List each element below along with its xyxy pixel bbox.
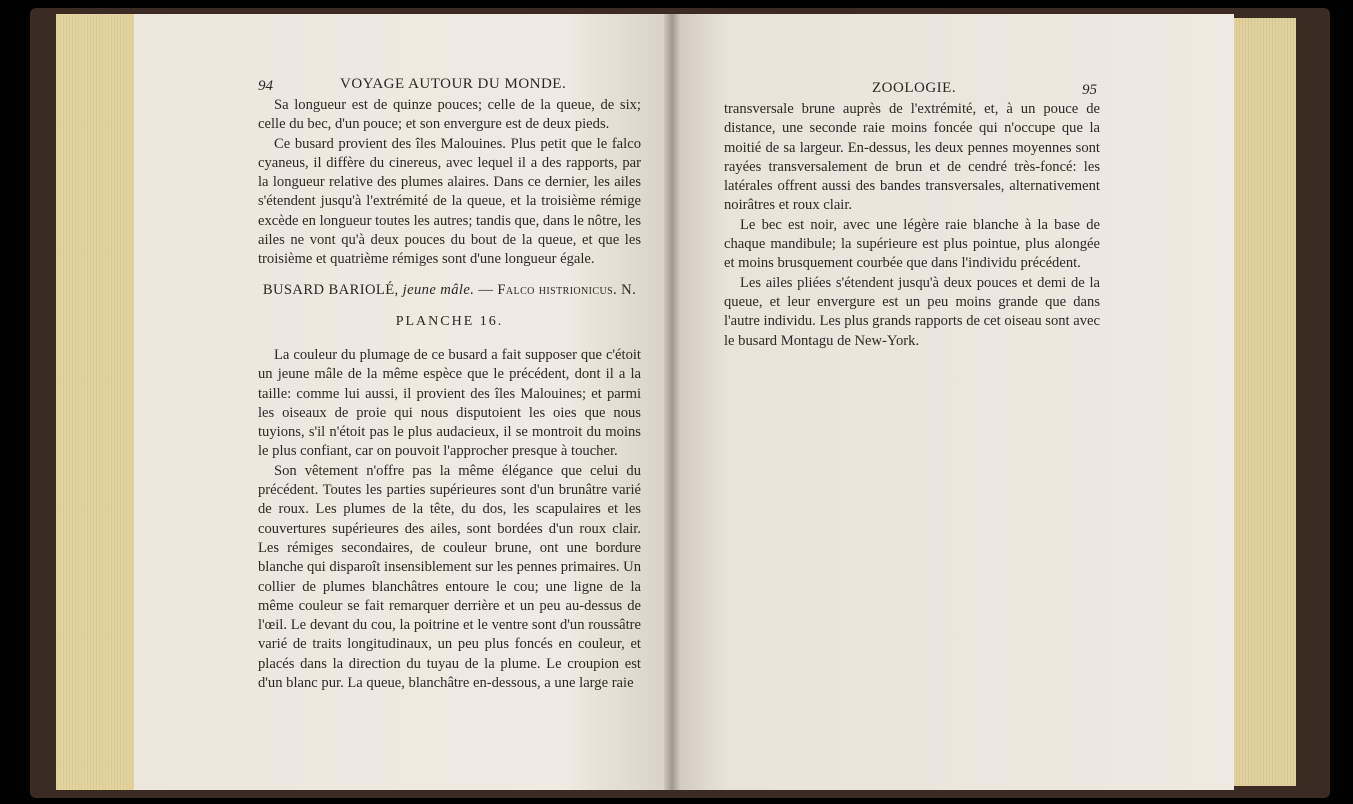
heading-name: BUSARD BARIOLÉ, bbox=[262, 282, 399, 298]
heading-qualifier: jeune mâle. bbox=[402, 282, 475, 298]
paragraph: Le bec est noir, avec une légère raie blanche à la base de chaque mandibule; la supérieure est plus pointue, plus alongée et moins brusquement courbée que dans l'individu précédent. bbox=[724, 216, 1100, 272]
left-page-number: 94 bbox=[258, 78, 273, 94]
page-edges-left bbox=[56, 14, 136, 790]
right-page-number: 95 bbox=[1082, 82, 1097, 98]
paragraph: transversale brune auprès de l'extrémité, et, à un pouce de distance, une seconde raie moins foncée qui n'occupe que la moitié de sa largeur. En-dessus, les deux pennes moyennes sont rayées transversalement de brun et de cendré très-foncé: les latérales offrent aussi des bandes transversales, alternativement noirâtres et roux clair. bbox=[724, 101, 1100, 214]
paragraph: Sa longueur est de quinze pouces; celle de la queue, de six; celle du bec, d'un pouce; et son envergure est de deux pieds. bbox=[258, 97, 641, 133]
paragraph: Ce busard provient des îles Malouines. Plus petit que le falco cyaneus, il diffère du cinereus, avec lequel il a des rapports, par la longueur relative des plumes alaires. Dans ce dernier, les ailes s'étendent jusqu'à l'extrémité de la queue, et la troisième rémige excède en longueur toutes les autres; tandis que, dans le nôtre, les ailes ne vont qu'à deux pouces du bout de la queue, et que les troisième et quatrième rémiges sont d'une longueur égale. bbox=[258, 135, 641, 268]
heading-latin: — Falco histrionicus. N. bbox=[478, 282, 637, 298]
paragraph: Les ailes pliées s'étendent jusqu'à deux pouces et demi de la queue, et leur envergure est un peu moins grande que dans l'autre individu. Les plus grands rapports de cet oiseau sont avec le busard Montagu de New-York. bbox=[724, 274, 1100, 349]
paragraph: Son vêtement n'offre pas la même élégance que celui du précédent. Toutes les parties supérieures sont d'un brunâtre varié de roux. Les plumes de la tête, du dos, les scapulaires et les couvertures supérieures des ailes, sont bordées d'un roux clair. Les rémiges secondaires, de couleur brune, ont une bordure blanche qui disparoît insensiblement sur les pennes primaires. Un collier de plumes blanchâtres entoure le cou; une ligne de la même couleur se fait remarquer derrière et un peu au-dessus de l'œil. Le devant du cou, la poitrine et le ventre sont d'un roussâtre varié de traits longitudinaux, un peu plus foncés en couleur, et placés dans la direction du tuyau de la plume. Le croupion est d'un blanc pur. La queue, blanchâtre en-dessous, a une large raie bbox=[258, 462, 642, 692]
plate-label: PLANCHE 16. bbox=[395, 314, 504, 329]
page-edges-right bbox=[1232, 18, 1296, 786]
right-text bbox=[724, 100, 1100, 351]
left-text-bottom bbox=[258, 346, 641, 693]
left-text-top bbox=[258, 96, 641, 270]
book-gutter bbox=[664, 14, 680, 790]
right-running-head: ZOOLOGIE. bbox=[872, 80, 957, 96]
section-heading bbox=[258, 282, 641, 299]
paragraph: La couleur du plumage de ce busard a fait supposer que c'étoit un jeune mâle de la même espèce que le précédent, dont il a la taille: comme lui aussi, il provient des îles Malouines; et parmi les oiseaux de proie qui nous disputoient les oies que nous tuyions, s'il n'étoit pas le plus audacieux, il se montroit du moins le plus confiant, car on pouvoit l'approcher presque à toucher. bbox=[258, 347, 641, 460]
left-running-head: VOYAGE AUTOUR DU MONDE. bbox=[340, 76, 567, 92]
